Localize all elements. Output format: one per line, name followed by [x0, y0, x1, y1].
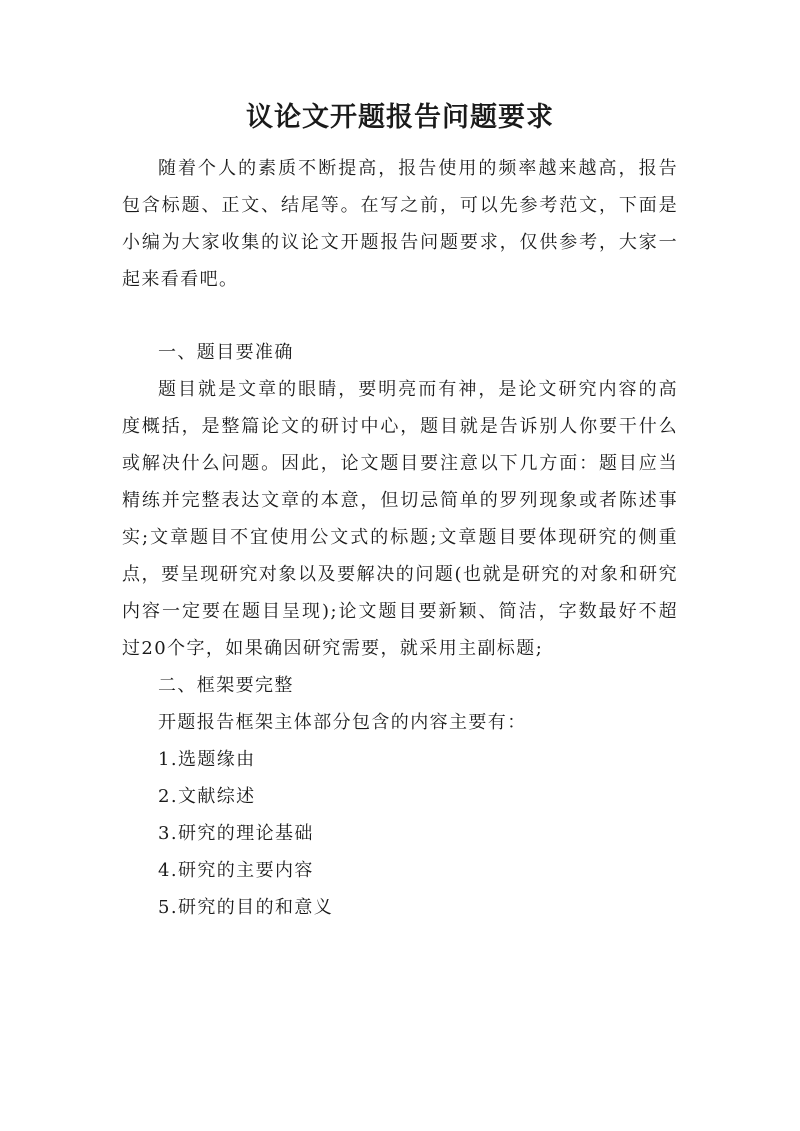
intro-paragraph: 随着个人的素质不断提高，报告使用的频率越来越高，报告包含标题、正文、结尾等。在写之前，可以先参考范文，下面是小编为大家收集的议论文开题报告问题要求，仅供参考，大家一起来看看吧。: [122, 158, 678, 290]
list-item: 5.研究的目的和意义: [158, 897, 334, 918]
section-framework: [122, 667, 678, 926]
section-topic-accuracy: [122, 334, 678, 667]
list-item: 1.选题缘由: [158, 749, 256, 770]
document-title: 议论文开题报告问题要求: [246, 102, 554, 133]
list-item: 4.研究的主要内容: [158, 860, 314, 881]
section-body: 题目就是文章的眼睛，要明亮而有神，是论文研究内容的高度概括，是整篇论文的研讨中心，题目就是告诉别人你要干什么或解决什么问题。因此，论文题目要注意以下几方面：题目应当精练并完整表达文章的本意，但切忌简单的罗列现象或者陈述事实;文章题目不宜使用公文式的标题;文章题目要体现研究的侧重点，要呈现研究对象以及要解决的问题(也就是研究的对象和研究内容一定要在题目呈现);论文题目要新颖、简洁，字数最好不超过20个字，如果确因研究需要，就采用主副标题;: [122, 379, 678, 659]
list-item: 3.研究的理论基础: [158, 823, 314, 844]
list-item: 2.文献综述: [158, 786, 256, 807]
section-heading: 一、题目要准确: [158, 342, 294, 363]
section-heading: 二、框架要完整: [158, 675, 294, 696]
section-body: 开题报告框架主体部分包含的内容主要有：: [158, 712, 527, 733]
